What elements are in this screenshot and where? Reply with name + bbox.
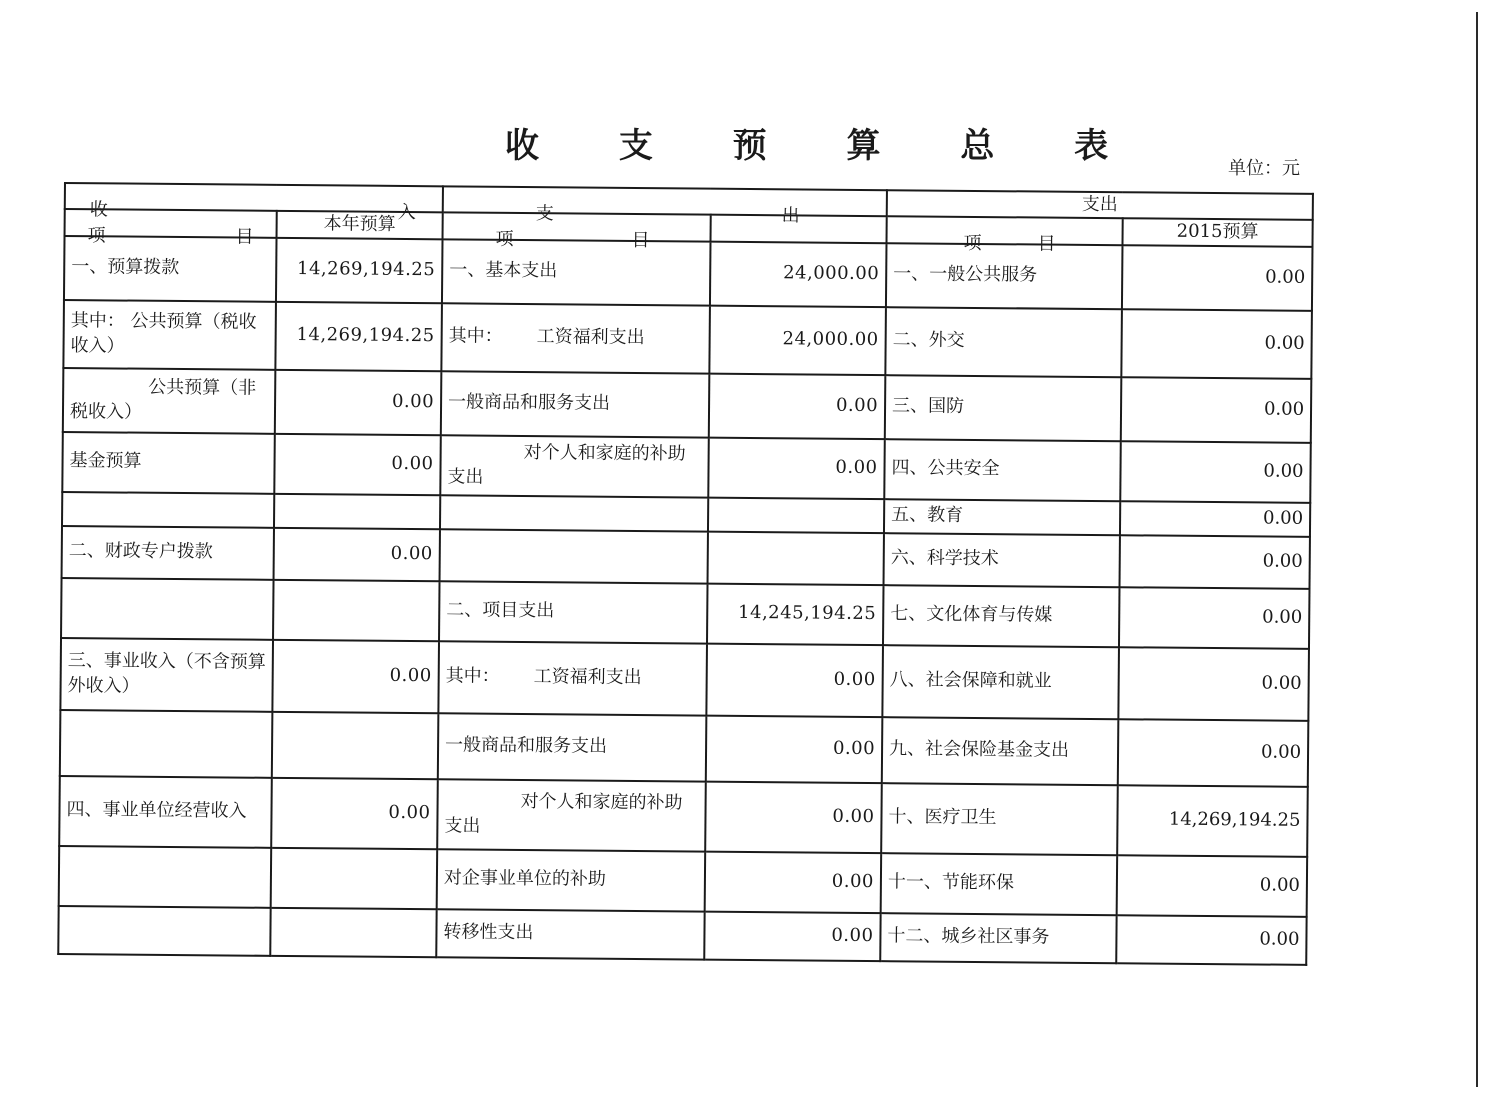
- income-budget-header: 本年预算: [277, 211, 443, 239]
- func-item-cell: 一、一般公共服务: [886, 243, 1123, 309]
- expense-group-header: [443, 186, 887, 227]
- income-item-cell: 四、事业单位经营收入: [59, 776, 272, 848]
- func-item-cell: 七、文化体育与传媒: [883, 585, 1120, 647]
- page-title: 收 支 预 算 总 表: [505, 126, 1143, 166]
- expense-item-cell: [441, 303, 710, 373]
- income-item-right: 目: [235, 226, 254, 249]
- table-row: [58, 906, 1306, 965]
- unit-label: 单位：元: [1228, 158, 1300, 179]
- income-value-cell: 0.00: [275, 369, 442, 434]
- table-row: [62, 432, 1310, 503]
- expense-item-cell: 对个人和家庭的补助支出: [437, 779, 706, 851]
- expense-item-cell: [440, 495, 708, 531]
- income-value-cell: 0.00: [274, 527, 440, 580]
- expense-value-cell: 0.00: [705, 851, 882, 913]
- expense-group-right: 出: [781, 205, 800, 227]
- func-item-right: 目: [1037, 233, 1056, 256]
- income-group-header: [65, 183, 443, 224]
- func-value-cell: 0.00: [1118, 647, 1309, 721]
- func-item-left: 项: [963, 233, 982, 255]
- expense-value-cell: 0.00: [708, 437, 885, 499]
- income-item-left: 项: [87, 225, 106, 247]
- expense-item-cell: 对个人和家庭的补助支出: [440, 435, 709, 497]
- income-value-cell: [273, 579, 440, 640]
- table-row: [59, 776, 1308, 857]
- func-item-cell: 十、医疗卫生: [881, 783, 1118, 855]
- func-value-cell: 0.00: [1117, 855, 1308, 917]
- expense-item-cell: 一、基本支出: [442, 239, 711, 305]
- income-item-cell: 二、财政专户拨款: [62, 526, 274, 580]
- income-value-cell: 0.00: [272, 639, 439, 712]
- func-item-header: [887, 216, 1123, 256]
- table-row: [63, 368, 1312, 443]
- income-value-cell: [272, 711, 439, 778]
- expense-value-cell: 0.00: [706, 715, 883, 783]
- income-item-cell: 其中： 公共预算（税收收入）: [63, 300, 276, 370]
- expense-value-cell: 0.00: [706, 643, 883, 717]
- expense-item-header: [443, 213, 711, 252]
- income-item-cell: [62, 492, 274, 528]
- expense-item-cell: [438, 641, 707, 715]
- func-item-cell: 十一、节能环保: [881, 853, 1118, 915]
- income-item-cell: [58, 906, 270, 956]
- func-item-cell: 二、外交: [885, 307, 1122, 377]
- func-item-cell: 九、社会保险基金支出: [882, 717, 1119, 785]
- func-value-cell: 0.00: [1116, 915, 1306, 965]
- expense-value-cell: 24,000.00: [710, 241, 887, 307]
- page-edge-line: [1476, 12, 1478, 1087]
- func-item-cell: 十二、城乡社区事务: [880, 913, 1116, 963]
- table-row: [60, 638, 1309, 721]
- expense-sub-label: 其中：: [448, 325, 503, 348]
- budget-sheet: [57, 182, 1320, 973]
- expense-value-cell: [708, 497, 884, 533]
- expense-value-cell: 24,000.00: [709, 305, 886, 375]
- func-value-cell: 0.00: [1118, 719, 1309, 787]
- expense-sub-label: 其中：: [445, 665, 500, 688]
- income-value-cell: [270, 907, 436, 956]
- expense-budget-header: [711, 215, 887, 243]
- income-item-cell: 三、事业收入（不含预算外收入）: [60, 638, 273, 712]
- func-group-header: 支出: [887, 190, 1313, 220]
- func-item-cell: 三、国防: [885, 375, 1122, 441]
- func-value-cell: 0.00: [1121, 377, 1312, 443]
- income-value-cell: 14,269,194.25: [275, 301, 442, 370]
- expense-group-left: 支: [535, 203, 554, 225]
- func-value-cell: 0.00: [1120, 501, 1310, 537]
- budget-summary-table: [57, 182, 1314, 965]
- income-value-cell: [271, 847, 438, 908]
- expense-item-cell: 一般商品和服务支出: [438, 713, 707, 781]
- func-value-cell: 0.00: [1122, 245, 1313, 311]
- expense-value-cell: 0.00: [704, 911, 880, 961]
- func-value-cell: 0.00: [1120, 441, 1311, 503]
- expense-item-cell: 转移性支出: [436, 909, 704, 959]
- func-value-cell: 14,269,194.25: [1117, 785, 1308, 857]
- income-item-header: [65, 209, 277, 249]
- func-item-cell: 八、社会保障和就业: [882, 645, 1119, 719]
- income-item-cell: 公共预算（非税收入）: [63, 368, 276, 434]
- table-row: [60, 710, 1309, 787]
- income-item-cell: 一、预算拨款: [64, 236, 277, 302]
- income-value-cell: [274, 493, 440, 528]
- func-item-cell: 六、科学技术: [884, 533, 1120, 587]
- func-item-cell: 五、教育: [884, 499, 1120, 535]
- expense-value-cell: 0.00: [705, 781, 882, 853]
- table-row: [63, 300, 1312, 379]
- income-item-cell: [60, 710, 273, 778]
- expense-item-text: 工资福利支出: [536, 326, 645, 349]
- func-item-cell: 四、公共安全: [884, 439, 1121, 501]
- expense-item-cell: 二、项目支出: [439, 581, 708, 643]
- func-value-cell: 0.00: [1120, 535, 1310, 589]
- expense-value-cell: 14,245,194.25: [707, 583, 884, 645]
- income-group-right: 入: [397, 202, 416, 224]
- table-row: [59, 846, 1307, 917]
- income-value-cell: 0.00: [271, 777, 438, 848]
- table-row: [61, 578, 1309, 649]
- func-value-cell: 0.00: [1119, 587, 1310, 649]
- expense-item-cell: 对企事业单位的补助: [437, 849, 706, 911]
- expense-value-cell: [708, 531, 884, 585]
- income-group-left: 收: [89, 199, 108, 221]
- func-value-cell: 0.00: [1121, 309, 1312, 379]
- expense-value-cell: 0.00: [709, 373, 886, 439]
- income-value-cell: 0.00: [274, 433, 441, 494]
- expense-item-cell: [440, 529, 708, 583]
- expense-item-cell: 一般商品和服务支出: [441, 371, 710, 437]
- income-item-cell: [59, 846, 272, 908]
- func-budget-header: 2015预算: [1122, 219, 1312, 247]
- income-item-cell: 基金预算: [62, 432, 275, 494]
- income-value-cell: 14,269,194.25: [276, 237, 443, 302]
- income-item-cell: [61, 578, 274, 640]
- expense-item-right: 目: [631, 230, 650, 252]
- expense-item-text: 工资福利支出: [533, 666, 642, 689]
- expense-item-left: 项: [495, 229, 514, 251]
